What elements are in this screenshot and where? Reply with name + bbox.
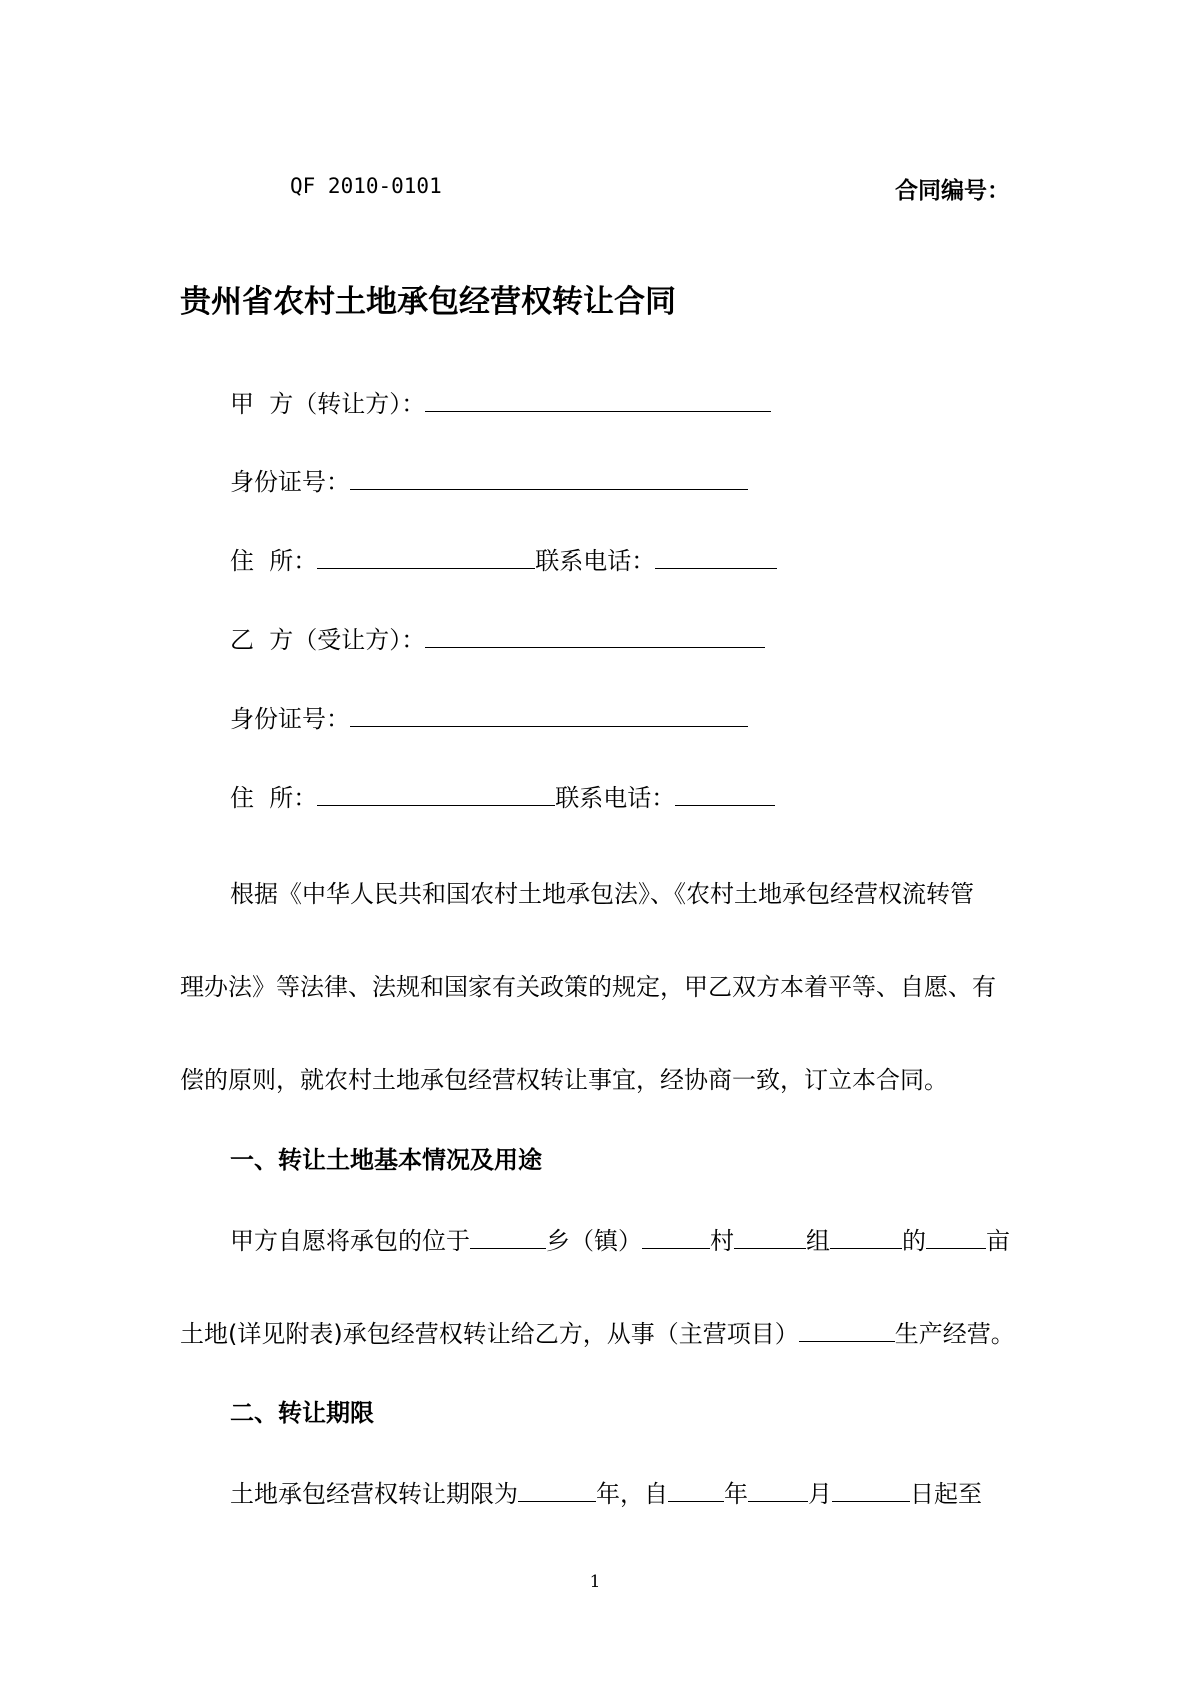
party-b-id-line bbox=[230, 703, 748, 735]
section-2-text-e: 日起至 bbox=[910, 1480, 982, 1508]
party-b-address-line bbox=[230, 782, 775, 814]
preamble-line-3: 偿的原则，就农村土地承包经营权转让事宜，经协商一致，订立本合同。 bbox=[180, 1066, 948, 1094]
section-1-text-a: 甲方自愿将承包的位于 bbox=[230, 1227, 470, 1255]
party-a-address-line bbox=[230, 545, 777, 577]
party-a-id-label: 身份证号： bbox=[230, 468, 350, 496]
section-1-line-2 bbox=[180, 1318, 1015, 1350]
party-b-blank[interactable] bbox=[425, 625, 765, 648]
party-a-id-blank[interactable] bbox=[350, 467, 748, 490]
section-1-text-c: 村 bbox=[710, 1227, 734, 1255]
page-number: 1 bbox=[589, 1572, 601, 1592]
party-b-phone-label: 联系电话： bbox=[555, 784, 676, 812]
party-a-id-line bbox=[230, 466, 748, 498]
standard-code: QF 2010-0101 bbox=[290, 174, 442, 198]
group-blank[interactable] bbox=[734, 1226, 806, 1249]
party-b-id-label: 身份证号： bbox=[230, 705, 350, 733]
section-2-heading: 二、转让期限 bbox=[230, 1399, 374, 1427]
section-1-text-e: 的 bbox=[902, 1227, 926, 1255]
party-b-phone-blank[interactable] bbox=[675, 783, 775, 806]
party-b-address-blank[interactable] bbox=[317, 783, 555, 806]
preamble-line-2: 理办法》等法律、法规和国家有关政策的规定，甲乙双方本着平等、自愿、有 bbox=[180, 973, 996, 1001]
party-b-address-label: 住 所： bbox=[230, 784, 318, 812]
section-1-text-g: 土地(详见附表)承包经营权转让给乙方，从事（主营项目） bbox=[180, 1320, 799, 1348]
party-b-id-blank[interactable] bbox=[350, 704, 748, 727]
section-1-text-f: 亩 bbox=[986, 1227, 1010, 1255]
section-1-heading: 一、转让土地基本情况及用途 bbox=[230, 1146, 542, 1174]
party-a-address-blank[interactable] bbox=[317, 546, 535, 569]
party-a-line bbox=[230, 388, 771, 420]
township-blank[interactable] bbox=[470, 1226, 546, 1249]
area-blank[interactable] bbox=[926, 1226, 986, 1249]
preamble-line-1: 根据《中华人民共和国农村土地承包法》、《农村土地承包经营权流转管 bbox=[230, 880, 974, 908]
section-2-text-a: 土地承包经营权转让期限为 bbox=[230, 1480, 518, 1508]
party-b-label: 乙 方（受让方）： bbox=[230, 626, 426, 654]
section-1-text-d: 组 bbox=[806, 1227, 830, 1255]
main-project-blank[interactable] bbox=[799, 1319, 895, 1342]
section-1-text-h: 生产经营。 bbox=[894, 1320, 1015, 1348]
section-2-text-b: 年，自 bbox=[596, 1480, 668, 1508]
party-a-phone-blank[interactable] bbox=[655, 546, 777, 569]
start-day-blank[interactable] bbox=[832, 1479, 910, 1502]
term-years-blank[interactable] bbox=[518, 1479, 596, 1502]
start-year-blank[interactable] bbox=[668, 1479, 724, 1502]
section-2-line-1 bbox=[230, 1478, 982, 1510]
village-blank[interactable] bbox=[642, 1226, 710, 1249]
party-b-line bbox=[230, 624, 765, 656]
start-month-blank[interactable] bbox=[748, 1479, 808, 1502]
section-1-text-b: 乡（镇） bbox=[546, 1227, 642, 1255]
party-a-address-label: 住 所： bbox=[230, 547, 318, 575]
section-2-text-d: 月 bbox=[808, 1480, 832, 1508]
party-a-phone-label: 联系电话： bbox=[535, 547, 656, 575]
document-title: 贵州省农村土地承包经营权转让合同 bbox=[180, 284, 676, 320]
party-a-label: 甲 方（转让方）： bbox=[230, 390, 426, 418]
section-2-text-c: 年 bbox=[724, 1480, 748, 1508]
location-blank[interactable] bbox=[830, 1226, 902, 1249]
section-1-line-1 bbox=[230, 1225, 1010, 1257]
contract-number-label: 合同编号： bbox=[895, 178, 1010, 204]
party-a-blank[interactable] bbox=[425, 389, 771, 412]
